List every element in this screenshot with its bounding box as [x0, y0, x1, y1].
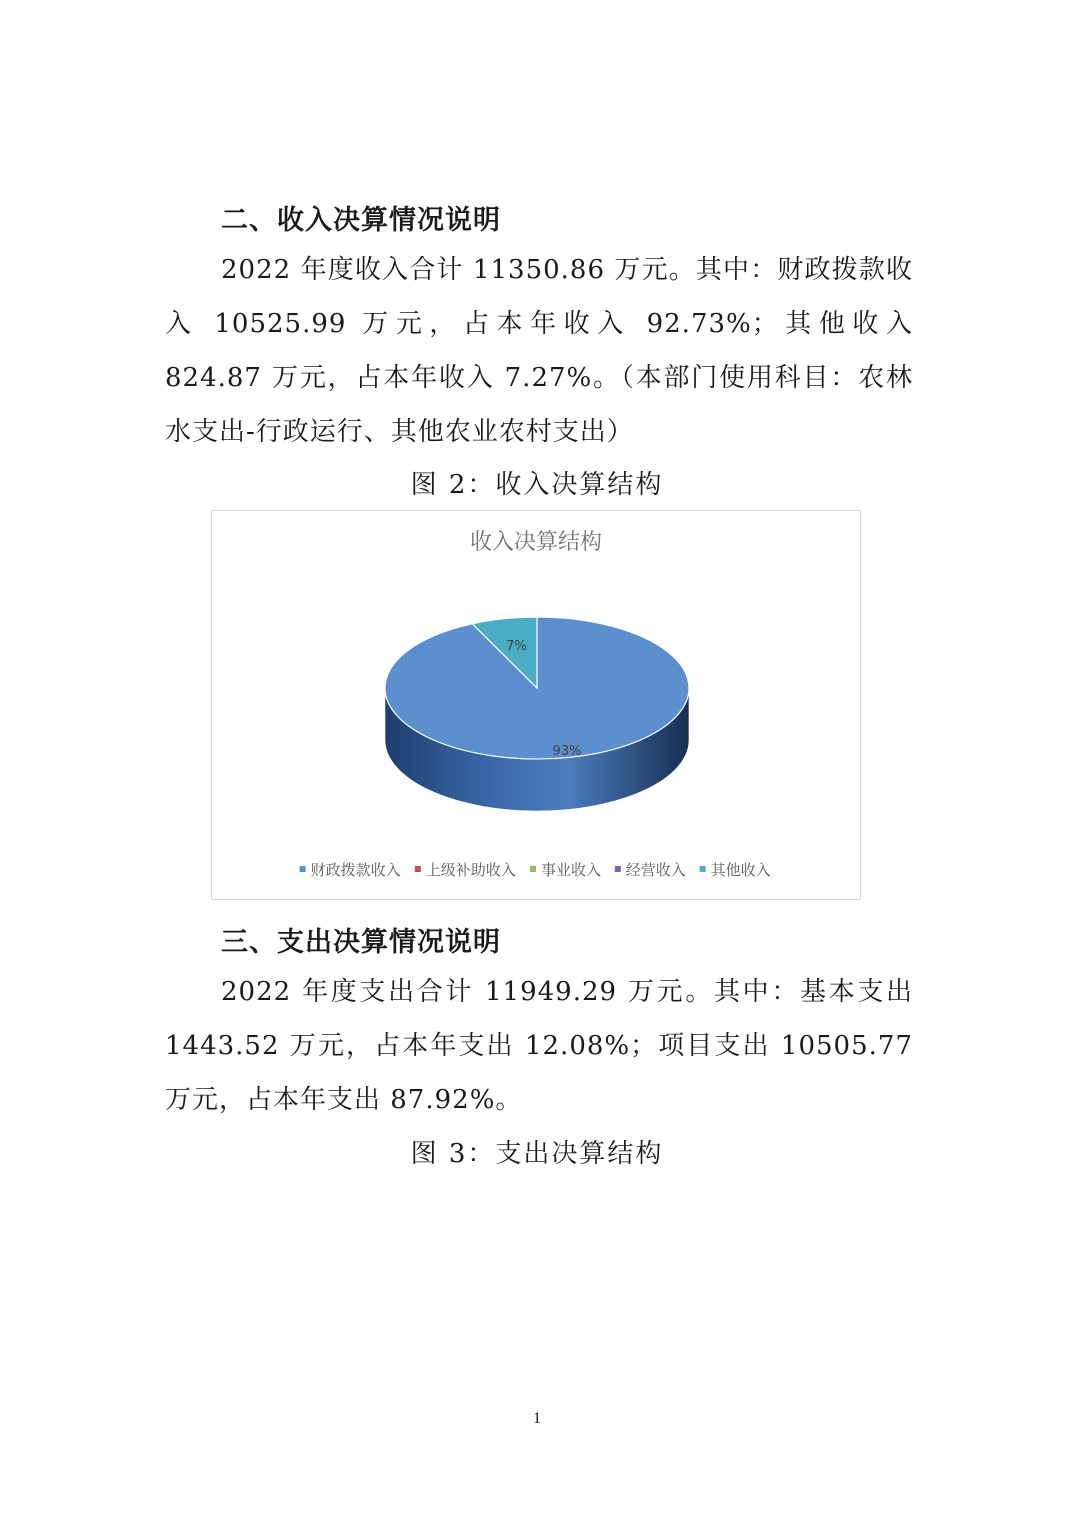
legend-marker-其他收入 [700, 866, 706, 872]
section-2-heading: 二、收入决算情况说明 [221, 205, 501, 236]
section-2-paragraph: 2022 年度收入合计 11350.86 万元。其中：财政拨款收入 10525.99 万元，占本年收入 92.73%；其他收入 824.87 万元，占本年收入 7.27%。（本部门使用科目：农林水支出-行政运行、其他农业农村支出） [165, 255, 913, 447]
legend-marker-事业收入 [530, 866, 536, 872]
legend-marker-财政拨款收入 [300, 866, 306, 872]
legend-label-其他收入: 其他收入 [710, 861, 771, 879]
income-structure-chart [211, 510, 861, 900]
pie-slices-group [385, 617, 689, 811]
data-label-其他收入: 7% [506, 639, 527, 655]
section-3-paragraph: 2022 年度支出合计 11949.29 万元。其中：基本支出 1443.52 万元，占本年支出 12.08%；项目支出 10505.77 万元，占本年支出 87.92%。 [165, 977, 913, 1115]
legend-label-财政拨款收入: 财政拨款收入 [310, 861, 401, 879]
legend-marker-经营收入 [615, 866, 621, 872]
page-number: 1 [533, 1410, 541, 1427]
legend-label-事业收入: 事业收入 [541, 861, 602, 879]
legend-marker-上级补助收入 [415, 866, 421, 872]
pie-chart-svg [212, 511, 860, 899]
legend-label-上级补助收入: 上级补助收入 [425, 861, 516, 879]
chart-title: 收入决算结构 [469, 530, 603, 555]
figure-3-caption: 图 3：支出决算结构 [410, 1139, 664, 1169]
data-label-财政拨款收入: 93% [552, 744, 582, 759]
section-3-heading: 三、支出决算情况说明 [221, 927, 501, 958]
chart-legend [300, 861, 771, 879]
legend-label-经营收入: 经营收入 [625, 861, 686, 879]
figure-2-caption: 图 2：收入决算结构 [410, 470, 664, 500]
